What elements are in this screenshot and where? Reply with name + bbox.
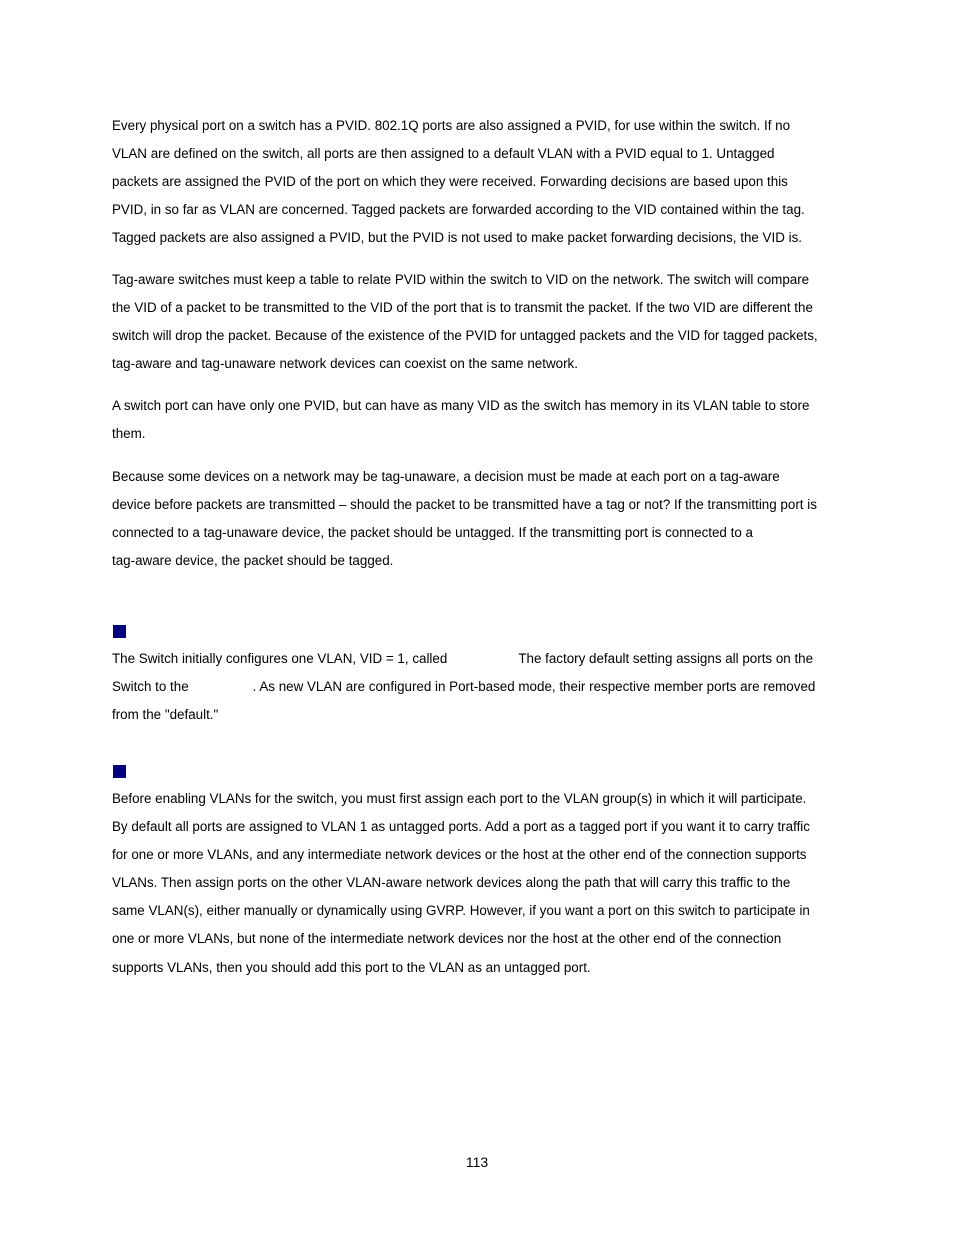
paragraph-port-pvid-limit: [112, 392, 848, 448]
text-line: Every physical port on a switch has a PVID. 802.1Q ports are also assigned a PVID, for use within the switch. If no: [112, 118, 791, 133]
text-line: device before packets are transmitted – should the packet to be transmitted have a tag or not? If the transmitting port is: [112, 497, 817, 513]
text-line: connected to a tag-unaware device, the packet should be untagged. If the transmitting port is connected to a: [112, 525, 753, 541]
section-bullet-square-icon: [113, 765, 126, 778]
paragraph-default-vlan: [112, 645, 848, 729]
page-number: 113: [465, 1154, 489, 1170]
text-line: VLANs. Then assign ports on the other VLAN-aware network devices along the path that will carry this traffic to the: [112, 875, 791, 891]
text-segment: Switch to the: [112, 679, 189, 695]
text-line: Before enabling VLANs for the switch, you must first assign each port to the VLAN group(s) in which it will participate.: [112, 791, 807, 806]
text-line: A switch port can have only one PVID, but can have as many VID as the switch has memory in its VLAN table to store: [112, 398, 810, 413]
text-line: from the "default.": [112, 707, 219, 723]
text-line: them.: [112, 426, 146, 442]
paragraph-tag-aware-switches: [112, 266, 848, 378]
text-line: VLAN are defined on the switch, all ports are then assigned to a default VLAN with a PVID equal to 1. Untagged: [112, 146, 775, 162]
text-line: packets are assigned the PVID of the port on which they were received. Forwarding decisions are based upon this: [112, 174, 788, 190]
text-segment: . As new VLAN are configured in Port-based mode, their respective member ports are removed: [252, 679, 816, 695]
text-segment: The Switch initially configures one VLAN, VID = 1, called: [112, 651, 448, 666]
text-line: By default all ports are assigned to VLAN 1 as untagged ports. Add a port as a tagged port if you want it to carry traffic: [112, 819, 810, 835]
text-line: same VLAN(s), either manually or dynamically using GVRP. However, if you want a port on this switch to participate in: [112, 903, 810, 919]
paragraph-pvid-intro: [112, 112, 848, 252]
text-line: one or more VLANs, but none of the intermediate network devices nor the host at the other end of the connection: [112, 931, 782, 947]
text-line: tag-aware device, the packet should be tagged.: [112, 553, 394, 569]
section-bullet-square-icon: [113, 625, 126, 638]
text-line: Tag-aware switches must keep a table to relate PVID within the switch to VID on the network. The switch will compare: [112, 272, 810, 287]
paragraph-tag-decision: [112, 463, 848, 575]
text-line: supports VLANs, then you should add this port to the VLAN as an untagged port.: [112, 959, 591, 975]
text-line: PVID, in so far as VLAN are concerned. Tagged packets are forwarded according to the VID contained within the tag.: [112, 202, 805, 218]
text-line: switch will drop the packet. Because of the existence of the PVID for untagged packets and the VID for tagged packets,: [112, 328, 818, 344]
text-line: Tagged packets are also assigned a PVID, but the PVID is not used to make packet forwarding decisions, the VID is.: [112, 230, 802, 246]
text-line: for one or more VLANs, and any intermediate network devices or the host at the other end of the connection supports: [112, 847, 807, 863]
paragraph-enabling-vlans: [112, 785, 848, 982]
text-segment: The factory default setting assigns all ports on the: [518, 651, 814, 666]
text-line: tag-aware and tag-unaware network devices can coexist on the same network.: [112, 356, 578, 372]
text-line: [112, 645, 848, 673]
text-line: Because some devices on a network may be tag-unaware, a decision must be made at each port on a tag-aware: [112, 469, 780, 484]
text-line: [112, 673, 848, 701]
text-line: the VID of a packet to be transmitted to the VID of the port that is to transmit the packet. If the two VID are different the: [112, 300, 813, 316]
